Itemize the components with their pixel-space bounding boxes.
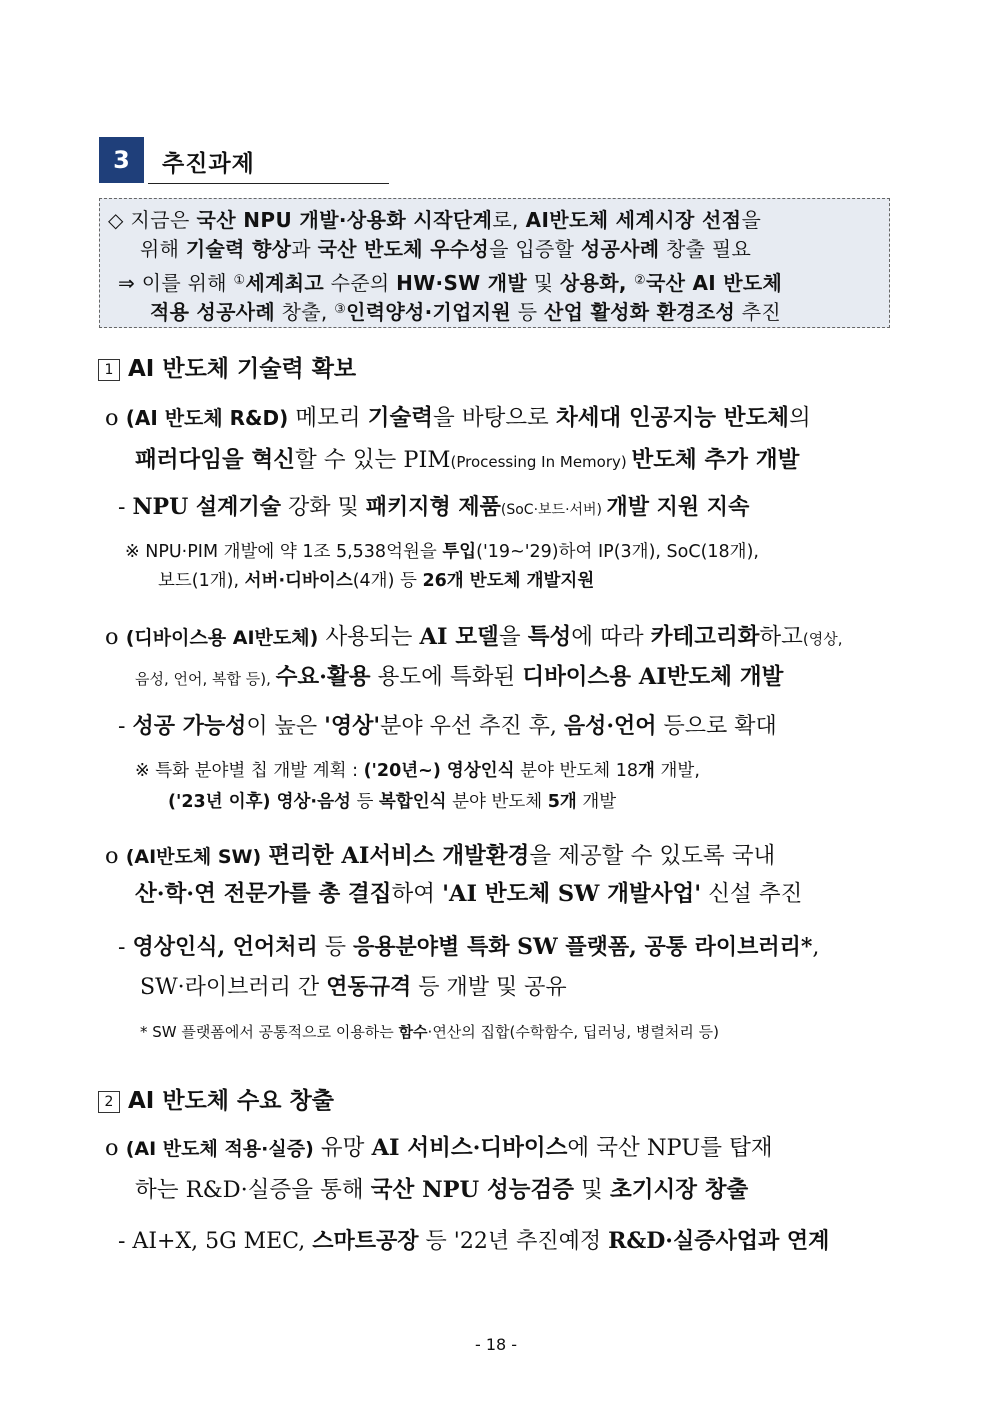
text: (4개) 등 <box>352 571 423 591</box>
text-bold: 응용분야별 특화 SW 플랫폼, 공통 라이브러리* <box>353 934 813 960</box>
text-bold: 기술력 <box>367 405 433 431</box>
p3-footnote <box>140 1021 719 1042</box>
text: ※ NPU·PIM 개발에 약 1조 5,538억원을 <box>125 542 443 562</box>
text: 을 <box>498 624 528 650</box>
text-bold: 음성·언어 <box>563 713 657 739</box>
p2-note-2 <box>168 788 616 813</box>
text: 용도에 특화된 <box>370 664 523 690</box>
subsection-number-box: 1 <box>98 359 120 381</box>
text: ('19~'29)하여 IP(3개), SoC(18개), <box>476 542 759 562</box>
bullet: o <box>105 1135 126 1161</box>
text-bold: 특성 <box>527 624 572 650</box>
text: 할 수 있는 <box>294 447 404 473</box>
section-underline <box>148 183 389 184</box>
text-bold: 카테고리화 <box>650 624 760 650</box>
section-number: 3 <box>113 146 130 174</box>
text: 분야 반도체 18 <box>514 761 639 781</box>
summary-line-4 <box>150 296 781 325</box>
text-bold: HW·SW 개발 <box>396 271 528 295</box>
text-bold: 개발 지원 지속 <box>606 494 750 520</box>
p1-note-1 <box>125 538 759 563</box>
p4-dash-1 <box>118 1224 829 1255</box>
text-bold: 개 <box>638 761 655 781</box>
text: 추진 <box>735 300 781 324</box>
text: 창출 필요 <box>659 237 752 261</box>
p3-dash-1 <box>118 930 819 961</box>
text: 및 <box>573 1177 610 1203</box>
text-bold: 국산 NPU 개발·상용화 시작단계 <box>196 208 493 232</box>
text: 하고 <box>759 624 803 650</box>
text-bold: R&D·실증사업과 연계 <box>608 1228 830 1254</box>
text-bold: ('20년~) 영상인식 <box>363 761 515 781</box>
text-bold: 인력양성·기업지원 <box>346 300 512 324</box>
text: ◇ 지금은 <box>108 208 197 232</box>
text: 등 <box>317 935 354 960</box>
text-bold: 적용 성공사례 <box>150 300 275 324</box>
text-bold: 함수 <box>398 1023 428 1041</box>
text-small: (영상, <box>802 630 843 648</box>
p3-dash-2 <box>140 970 567 1001</box>
text: 메모리 <box>288 405 368 431</box>
circled-number: ① <box>233 273 246 288</box>
subsection-2-heading <box>98 1082 334 1115</box>
summary-line-2 <box>140 233 751 262</box>
text: 하는 R&D·실증을 통해 <box>135 1177 371 1203</box>
text-bold: (디바이스용 AI반도체) <box>125 627 319 649</box>
text-bold: 반도체 추가 개발 <box>631 447 800 473</box>
text: 과 <box>291 237 318 261</box>
text-bold: AI반도체 세계시장 선점 <box>525 208 742 232</box>
text-bold: 복합인식 <box>378 792 447 812</box>
text-bold: 산업 활성화 환경조성 <box>543 300 736 324</box>
bullet: o <box>105 843 126 869</box>
text: , <box>812 935 820 960</box>
text-bold: (AI 반도체 적용·실증) <box>125 1138 314 1160</box>
circled-number: ② <box>634 273 646 288</box>
text: 분야 반도체 <box>446 792 548 812</box>
circled-number: ③ <box>334 302 347 317</box>
text: 및 <box>527 271 560 295</box>
summary-line-3 <box>118 267 782 296</box>
summary-line-1 <box>108 204 761 233</box>
text-bold: 국산 반도체 우수성 <box>317 237 490 261</box>
text-bold: 국산 AI 반도체 <box>645 271 783 295</box>
text: - AI+X, 5G MEC, <box>118 1229 313 1254</box>
text: ·연산의 집합(수학함수, 딥러닝, 병렬처리 등) <box>427 1023 719 1041</box>
text: 사용되는 <box>318 624 420 650</box>
p2-line-2 <box>135 659 783 691</box>
text-bold: 상용화, <box>559 271 634 295</box>
text: 등으로 확대 <box>656 714 777 739</box>
text: 로, <box>492 208 526 232</box>
p1-dash-1 <box>118 490 749 521</box>
text-small: (SoC·보드·서버) <box>500 502 607 518</box>
p3-line-2 <box>135 876 802 908</box>
text-bold: 패키지형 제품 <box>365 494 501 520</box>
text-bold: 26개 반도체 개발지원 <box>422 571 595 591</box>
text: 에 국산 NPU를 탑재 <box>567 1135 773 1161</box>
text-bold: 수요·활용 <box>275 664 371 690</box>
p4-line-2 <box>135 1172 748 1204</box>
text-bold: 연동규격 <box>326 974 412 1000</box>
p2-line-1 <box>105 619 843 651</box>
page-number: - 18 - <box>474 1335 518 1354</box>
text: 신설 추진 <box>701 881 803 907</box>
text: 등 '22년 추진예정 <box>418 1229 609 1254</box>
text-bold: 영상인식, 언어처리 <box>132 934 318 960</box>
section-number-badge <box>99 137 144 183</box>
text: 개발, <box>654 761 700 781</box>
text: 강화 및 <box>280 495 366 520</box>
text-bold: 산·학·연 전문가를 총 결집 <box>135 881 392 907</box>
p4-line-1 <box>105 1130 773 1162</box>
text-bold: 차세대 인공지능 반도체 <box>555 405 789 431</box>
text: 등 <box>350 792 379 812</box>
subsection-1-heading <box>98 350 356 383</box>
text-bold: NPU 설계기술 <box>132 494 281 520</box>
text: 을 입증할 <box>489 237 581 261</box>
text-bold: AI 모델 <box>419 624 499 650</box>
text: 을 <box>741 208 762 232</box>
text: 창출, <box>274 300 335 324</box>
text-bold: 성공 가능성 <box>132 713 247 739</box>
dash: - <box>118 935 133 960</box>
subsection-number-box: 2 <box>98 1091 120 1113</box>
text: ⇒ 이를 위해 <box>118 271 234 295</box>
text: ※ 특화 분야별 칩 개발 계획 : <box>135 761 364 781</box>
text: 수준의 <box>323 271 397 295</box>
p1-line-1 <box>105 400 811 432</box>
text: 위해 <box>140 237 186 261</box>
text-bold: 서버·디바이스 <box>244 571 353 591</box>
text: 하여 <box>391 881 443 907</box>
text-bold: 5개 <box>547 792 577 812</box>
p1-note-2 <box>158 567 594 592</box>
text: 에 따라 <box>571 624 651 650</box>
text-bold: 국산 NPU 성능검증 <box>370 1177 574 1203</box>
text: 분야 우선 추진 후, <box>380 714 564 739</box>
text-bold: '영상' <box>324 713 381 739</box>
text-bold: 성공사례 <box>580 237 660 261</box>
text: 을 바탕으로 <box>432 405 556 431</box>
text: 개발 <box>576 792 617 812</box>
bullet: o <box>105 405 126 431</box>
text: * SW 플랫폼에서 공통적으로 이용하는 <box>140 1023 399 1041</box>
text-bold: 스마트공장 <box>312 1228 419 1254</box>
p2-dash-1 <box>118 709 777 740</box>
p1-line-2 <box>135 442 799 474</box>
bullet: o <box>105 624 126 650</box>
text: SW·라이브러리 간 <box>140 975 327 1000</box>
text: 을 제공할 수 있도록 국내 <box>529 843 776 869</box>
text: 등 개발 및 공유 <box>411 975 567 1000</box>
text: 이 높은 <box>246 714 325 739</box>
p3-line-1 <box>105 838 775 870</box>
dash: - <box>118 495 133 520</box>
dash: - <box>118 714 133 739</box>
text: 유망 <box>313 1135 372 1161</box>
text: PIM <box>403 447 451 473</box>
text: 등 <box>511 300 544 324</box>
subsection-title: AI 반도체 수요 창출 <box>128 1088 334 1114</box>
section-title: 추진과제 <box>162 151 255 177</box>
text-bold: 디바이스용 AI반도체 개발 <box>522 664 784 690</box>
text-bold: (AI반도체 SW) <box>125 846 262 868</box>
text-small: 음성, 언어, 복합 등), <box>135 670 276 688</box>
text-bold: 편리한 AI서비스 개발환경 <box>268 843 530 869</box>
text-bold: (AI 반도체 R&D) <box>125 406 289 430</box>
text-small: (Processing In Memory) <box>450 453 632 471</box>
text-bold: 패러다임을 혁신 <box>135 447 295 473</box>
p2-note-1 <box>135 757 700 782</box>
text-bold: ('23년 이후) 영상·음성 <box>168 792 351 812</box>
text-bold: AI 서비스·디바이스 <box>371 1135 568 1161</box>
text-bold: 'AI 반도체 SW 개발사업' <box>442 881 702 907</box>
text-bold: 투입 <box>442 542 477 562</box>
text-bold: 세계최고 <box>245 271 324 295</box>
text: 의 <box>788 405 811 431</box>
text-bold: 기술력 향상 <box>185 237 292 261</box>
text-bold: 초기시장 창출 <box>610 1177 749 1203</box>
text: 보드(1개), <box>158 571 245 591</box>
subsection-title: AI 반도체 기술력 확보 <box>128 356 357 382</box>
